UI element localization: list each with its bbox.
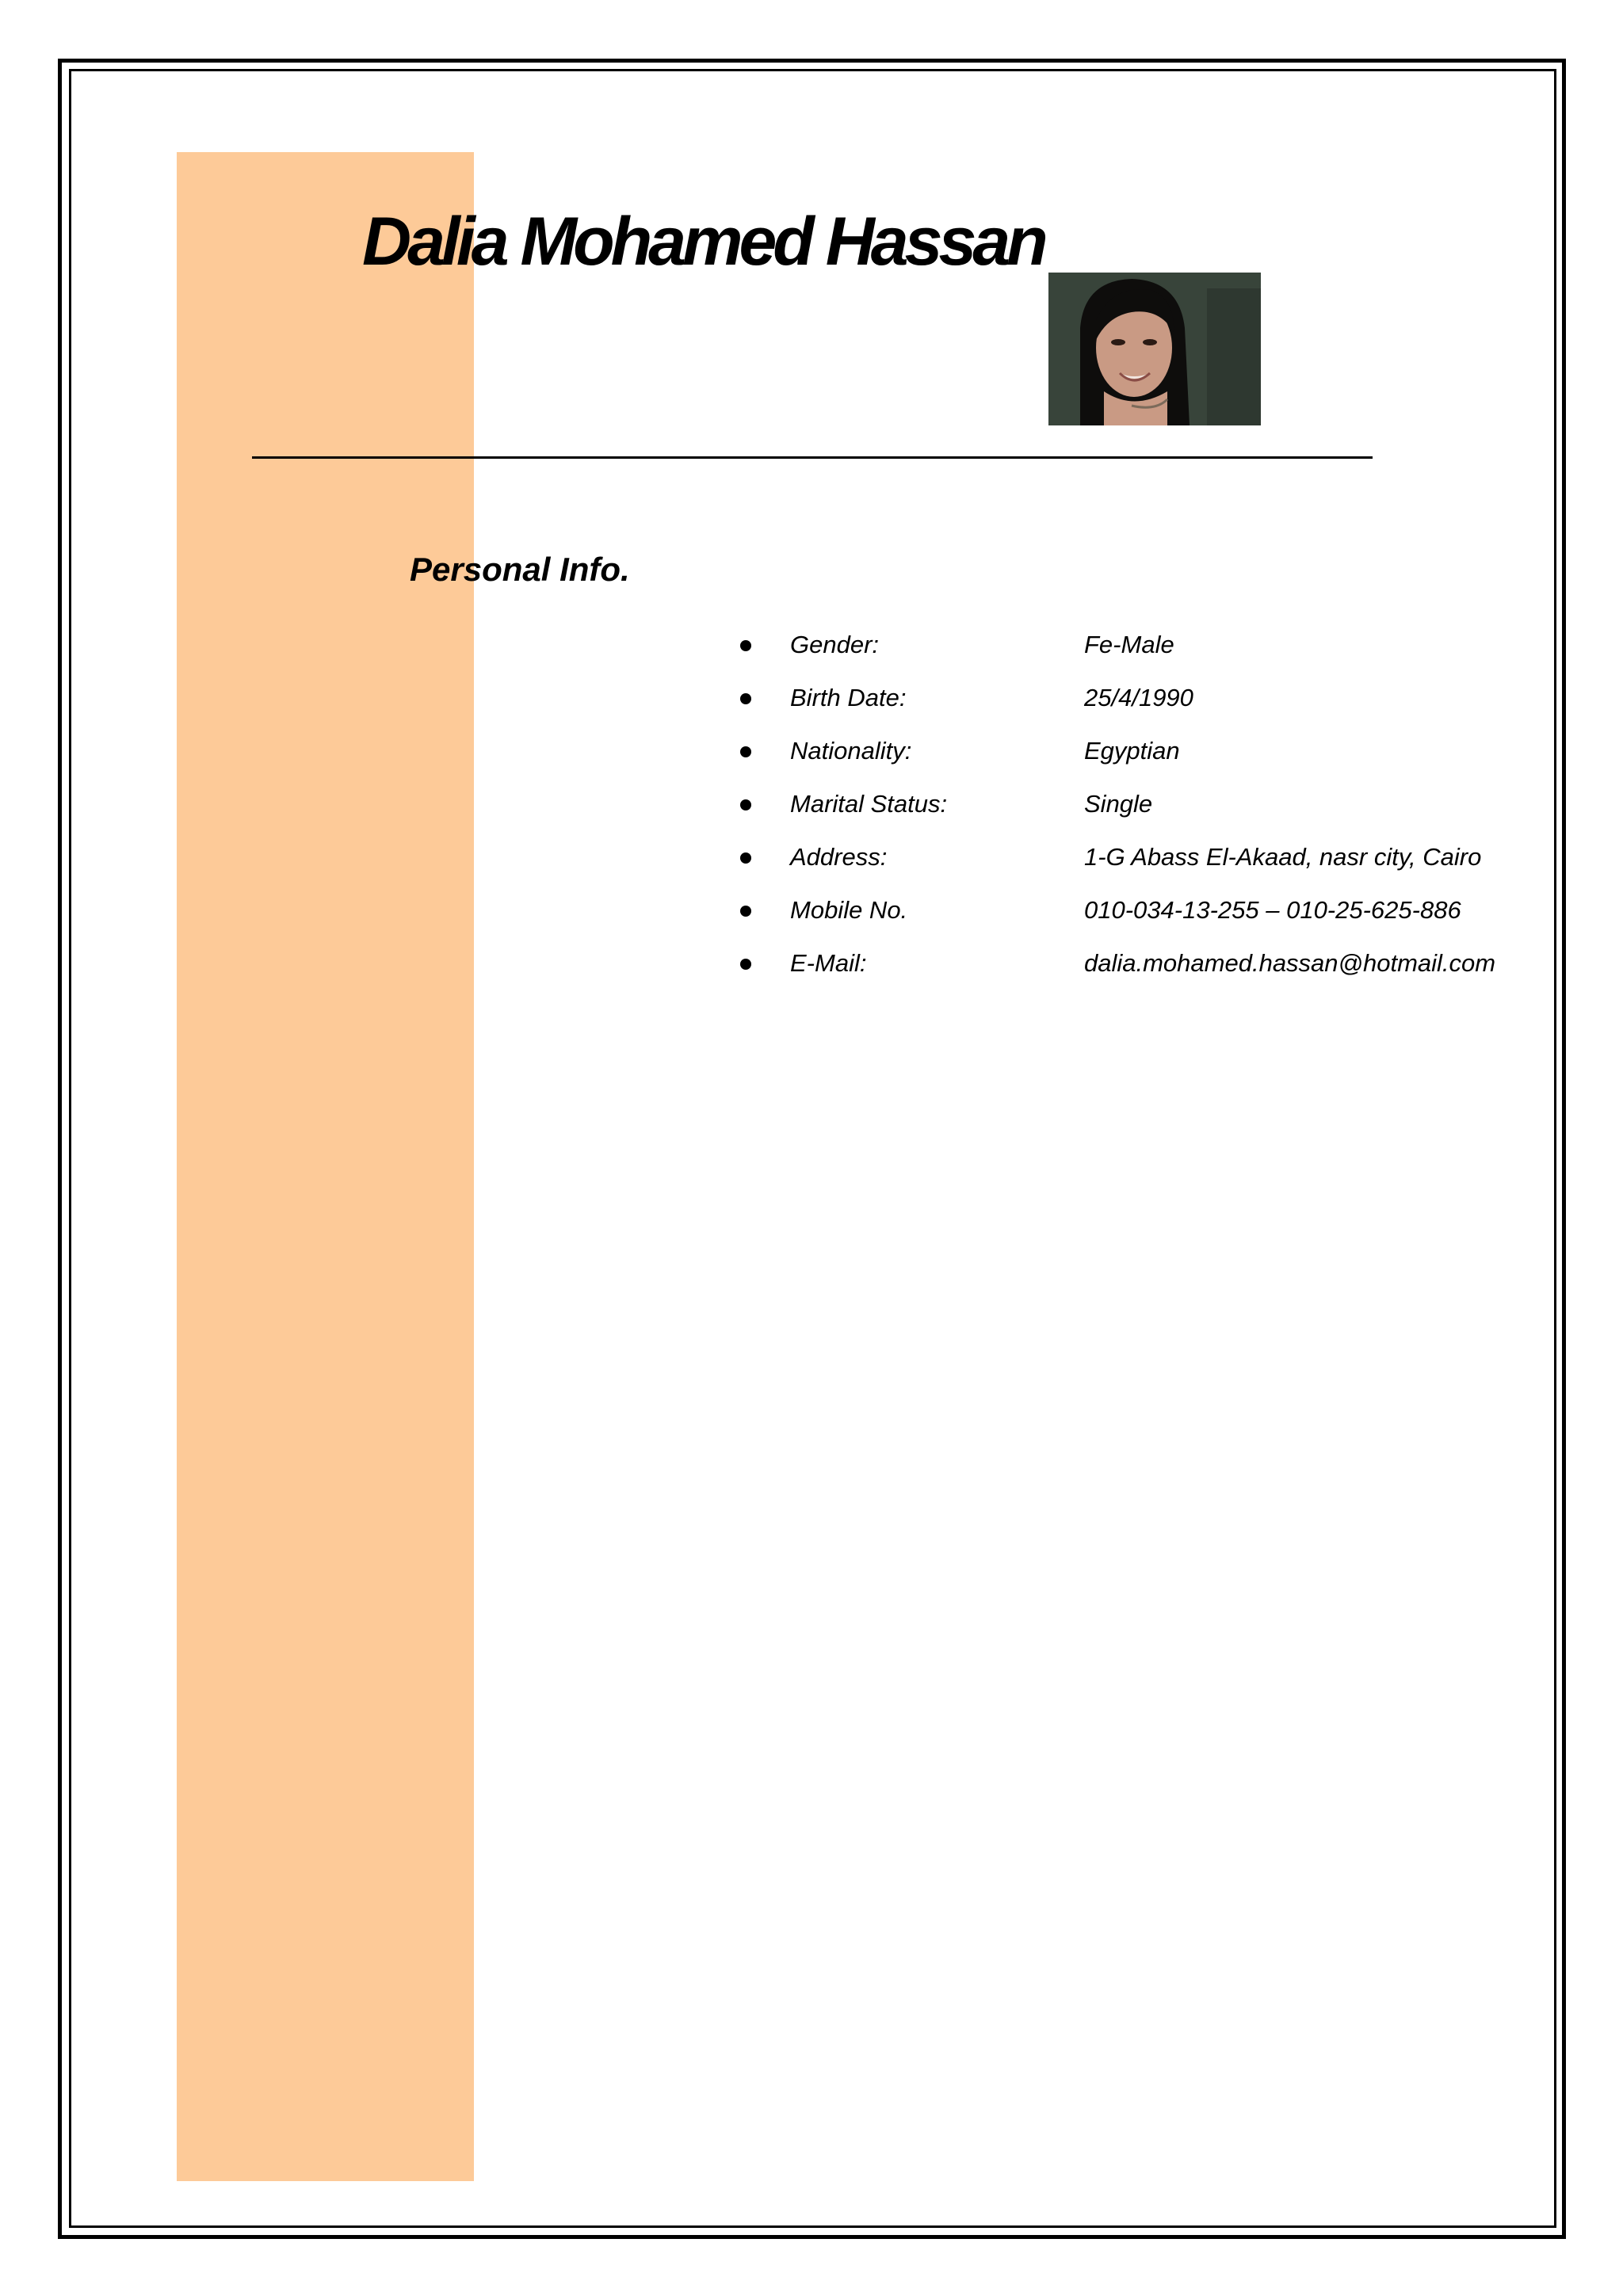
- info-label: Marital Status:: [790, 790, 948, 818]
- info-label: E-Mail:: [790, 949, 867, 977]
- info-label: Address:: [790, 843, 888, 871]
- bullet-icon: [740, 852, 751, 864]
- info-value: 010-034-13-255 – 010-25-625-886: [1084, 896, 1461, 924]
- info-value: Egyptian: [1084, 737, 1180, 765]
- info-row-address: [737, 843, 1537, 896]
- bullet-icon: [740, 640, 751, 651]
- info-value: 25/4/1990: [1084, 684, 1193, 711]
- info-row-nationality: [737, 737, 1537, 790]
- info-row-marital-status: [737, 790, 1537, 843]
- info-row-birth-date: [737, 684, 1537, 737]
- info-value: Single: [1084, 790, 1153, 818]
- bullet-icon: [740, 959, 751, 970]
- bullet-icon: [740, 746, 751, 757]
- candidate-name: Dalia Mohamed Hassan: [362, 204, 1044, 280]
- info-row-mobile: [737, 896, 1537, 949]
- header-divider: [252, 456, 1373, 459]
- portrait-photo-icon: [1048, 273, 1261, 425]
- email-link[interactable]: dalia.mohamed.hassan@hotmail.com: [1084, 949, 1496, 977]
- info-value: Fe-Male: [1084, 631, 1174, 658]
- info-label: Gender:: [790, 631, 880, 658]
- section-title-personal-info: Personal Info.: [410, 551, 630, 588]
- bullet-icon: [740, 906, 751, 917]
- bullet-icon: [740, 799, 751, 810]
- info-label: Nationality:: [790, 737, 912, 765]
- info-row-email: [737, 949, 1537, 1002]
- bullet-icon: [740, 693, 751, 704]
- info-row-gender: [737, 631, 1537, 684]
- info-value: 1-G Abass El-Akaad, nasr city, Cairo: [1084, 843, 1482, 871]
- info-label: Birth Date:: [790, 684, 907, 711]
- info-label: Mobile No.: [790, 896, 908, 924]
- personal-info-list: [737, 631, 1537, 1002]
- profile-photo: [1048, 273, 1261, 425]
